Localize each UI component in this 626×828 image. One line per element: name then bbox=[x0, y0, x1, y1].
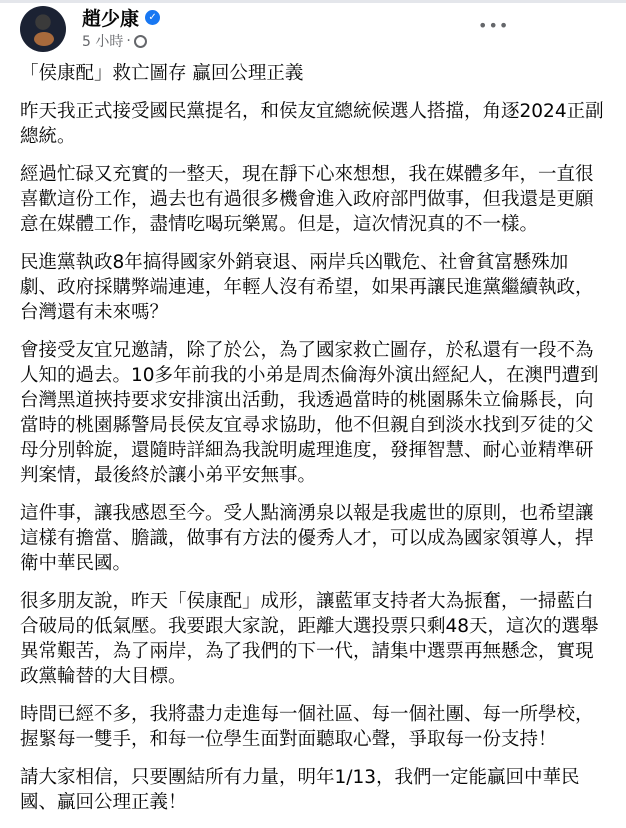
post-line: 這件事，讓我感恩至今。受人點滴湧泉以報是我處世的原則，也希望讓 bbox=[20, 503, 594, 524]
post-meta: 5 小時 · bbox=[82, 31, 147, 51]
globe-icon bbox=[134, 35, 147, 48]
post-line: 經過忙碌又充實的一整天，現在靜下心來想想，我在媒體多年，一直很 bbox=[20, 164, 594, 185]
post-paragraph bbox=[20, 338, 610, 488]
post-line: 劇、政府採購弊端連連，年輕人沒有希望，如果再讓民進黨繼續執政， bbox=[20, 277, 594, 298]
post-line: 總統。 bbox=[20, 126, 76, 147]
verified-badge-icon: ✓ bbox=[145, 10, 160, 25]
post-line: 政黨輪替的大目標。 bbox=[20, 666, 187, 687]
post-line: 衛中華民國。 bbox=[20, 553, 132, 574]
post-paragraph bbox=[20, 702, 610, 752]
post-line: 這樣有擔當、膽識，做事有方法的優秀人才，可以成為國家領導人，捍 bbox=[20, 528, 594, 549]
post-paragraph bbox=[20, 99, 610, 149]
post-paragraph bbox=[20, 765, 610, 815]
post-paragraph bbox=[20, 589, 610, 689]
author-avatar[interactable] bbox=[20, 6, 66, 52]
post-line: 很多朋友說，昨天「侯康配」成形，讓藍軍支持者大為振奮，一掃藍白 bbox=[20, 591, 594, 612]
post-line: 台灣黑道挾持要求安排演出活動，我透過當時的桃園縣朱立倫縣長，向 bbox=[20, 390, 594, 411]
post-line: 會接受友宜兄邀請，除了於公，為了國家救亡圖存，於私還有一段不為 bbox=[20, 340, 594, 361]
post-line: 異常艱苦，為了兩岸，為了我們的下一代，請集中選票再無懸念，實現 bbox=[20, 641, 594, 662]
post-line: 國、贏回公理正義！ bbox=[20, 792, 187, 813]
post-body bbox=[20, 61, 610, 828]
post-headline bbox=[20, 61, 610, 86]
post-line: 意在媒體工作，盡情吃喝玩樂罵。但是，這次情況真的不一樣。 bbox=[20, 214, 539, 235]
post-line: 判案情，最後終於讓小弟平安無事。 bbox=[20, 465, 317, 486]
post-line: 喜歡這份工作，過去也有過很多機會進入政府部門做事，但我還是更願 bbox=[20, 189, 594, 210]
author-name-row bbox=[82, 4, 160, 31]
post-line: 當時的桃園縣警局長侯友宜尋求協助，他不但親自到淡水找到歹徒的父 bbox=[20, 415, 594, 436]
post-line: 「侯康配」救亡圖存 贏回公理正義 bbox=[20, 63, 304, 84]
post-line: 合破局的低氣壓。我要跟大家說，距離大選投票只剩48天，這次的選舉 bbox=[20, 616, 599, 637]
post-line: 時間已經不多，我將盡力走進每一個社區、每一個社團、每一所學校， bbox=[20, 704, 594, 725]
author-name[interactable]: 趙少康 bbox=[82, 8, 140, 30]
post-paragraph bbox=[20, 162, 610, 237]
post-line: 握緊每一雙手，和每一位學生面對面聽取心聲，爭取每一份支持！ bbox=[20, 729, 557, 750]
top-divider bbox=[0, 0, 626, 3]
more-icon[interactable]: ••• bbox=[478, 16, 510, 35]
post-line: 昨天我正式接受國民黨提名，和侯友宜總統候選人搭擋，角逐2024正副 bbox=[20, 101, 604, 122]
post-line: 民進黨執政8年搞得國家外銷衰退、兩岸兵凶戰危、社會貧富懸殊加 bbox=[20, 252, 569, 273]
post-paragraph bbox=[20, 501, 610, 576]
post-paragraph bbox=[20, 250, 610, 325]
post-line: 人知的過去。10多年前我的小弟是周杰倫海外演出經紀人，在澳門遭到 bbox=[20, 365, 599, 386]
post-line: 台灣還有未來嗎？ bbox=[20, 302, 169, 323]
post-timestamp[interactable]: 5 小時 bbox=[82, 34, 124, 50]
post-line: 母分別斡旋，還隨時詳細為我說明處理進度，發揮智慧、耐心並精準研 bbox=[20, 440, 594, 461]
post-line: 請大家相信，只要團結所有力量，明年1/13，我們一定能贏回中華民 bbox=[20, 767, 580, 788]
